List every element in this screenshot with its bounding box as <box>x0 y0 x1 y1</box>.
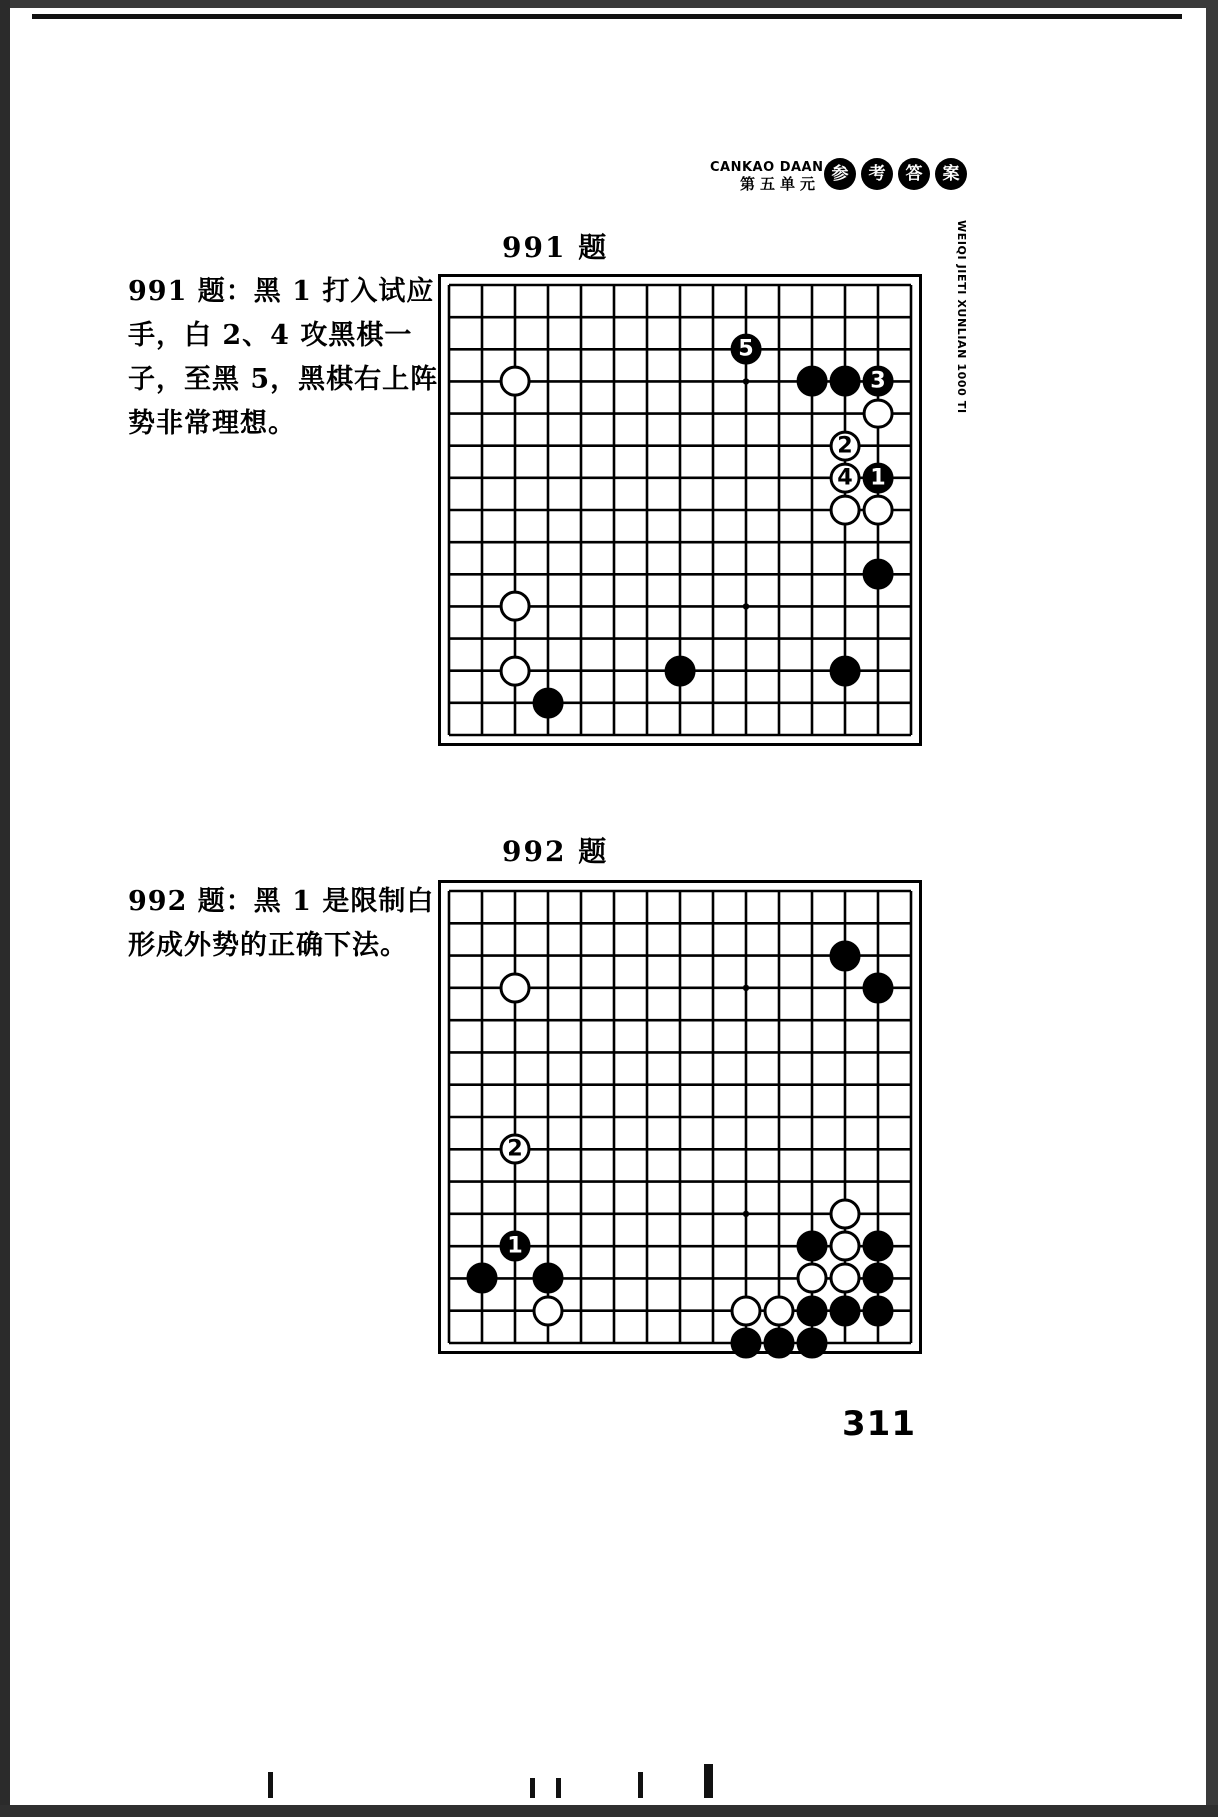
stone-move-number: 1 <box>870 464 886 491</box>
go-stone-black <box>764 1328 795 1359</box>
page-content <box>10 8 1206 1805</box>
go-stone-white <box>533 1295 564 1326</box>
go-stone-white <box>830 495 861 526</box>
go-stone-black <box>863 1263 894 1294</box>
star-point <box>743 985 749 991</box>
go-stone-black <box>797 366 828 397</box>
seal-icon-1: 参 <box>824 158 856 190</box>
seal-icon-3: 答 <box>898 158 930 190</box>
scan-edge-bottom <box>0 1805 1218 1817</box>
go-board-992 <box>438 880 922 1354</box>
go-stone-black <box>731 1328 762 1359</box>
go-stone-white <box>863 495 894 526</box>
go-stone-black <box>830 940 861 971</box>
stone-move-number: 4 <box>837 464 853 491</box>
go-stone-white <box>500 591 531 622</box>
go-stone-black-1 <box>863 462 894 493</box>
running-title-vertical: WEIQI JIETI XUNLIAN 1000 TI <box>955 220 968 414</box>
go-stone-white <box>500 655 531 686</box>
go-stone-white <box>500 366 531 397</box>
star-point <box>743 603 749 609</box>
header-text-block <box>710 160 824 194</box>
go-stone-white <box>797 1263 828 1294</box>
go-stone-white-4 <box>830 462 861 493</box>
go-stone-black-1 <box>500 1231 531 1262</box>
registration-tick <box>638 1772 643 1798</box>
scan-edge-left <box>0 0 10 1817</box>
go-stone-black <box>830 366 861 397</box>
go-stone-black <box>863 559 894 590</box>
problem-text-991: 991 题：黑 1 打入试应手，白 2、4 攻黑棋一子，至黑 5，黑棋右上阵势非常理想。 <box>128 276 439 439</box>
star-point <box>743 1211 749 1217</box>
go-stone-black-3 <box>863 366 894 397</box>
registration-tick <box>704 1764 713 1798</box>
go-stone-black <box>830 1295 861 1326</box>
go-stone-black <box>830 655 861 686</box>
go-stone-white <box>863 398 894 429</box>
board-title-992: 992 题 <box>502 835 609 868</box>
go-stone-white-2 <box>500 1134 531 1165</box>
registration-tick <box>530 1778 535 1798</box>
stone-move-number: 5 <box>738 335 754 362</box>
header-unit-title: 第五单元 <box>739 175 820 193</box>
go-stone-white <box>830 1263 861 1294</box>
stone-move-number: 2 <box>507 1135 523 1162</box>
go-stone-black <box>797 1231 828 1262</box>
go-stone-white <box>764 1295 795 1326</box>
header-seal-group <box>824 158 967 190</box>
registration-tick <box>268 1772 273 1798</box>
seal-icon-2: 考 <box>861 158 893 190</box>
go-stone-black <box>863 1295 894 1326</box>
scan-edge-top <box>0 0 1218 8</box>
go-board-991 <box>438 274 922 746</box>
go-stone-white <box>500 972 531 1003</box>
stone-move-number: 1 <box>507 1232 523 1259</box>
page-header <box>710 158 980 208</box>
header-pinyin: CANKAO DAAN <box>710 160 824 175</box>
star-point <box>743 378 749 384</box>
go-stone-black <box>797 1328 828 1359</box>
bottom-registration-marks <box>10 1764 1206 1804</box>
go-stone-white <box>830 1231 861 1262</box>
go-stone-black <box>467 1263 498 1294</box>
problem-text-992: 992 题：黑 1 是限制白形成外势的正确下法。 <box>128 886 435 961</box>
top-rule-line <box>32 14 1182 19</box>
go-stone-black <box>863 972 894 1003</box>
go-stone-white <box>731 1295 762 1326</box>
scan-edge-right <box>1206 0 1218 1817</box>
go-stone-black <box>863 1231 894 1262</box>
go-stone-white <box>830 1198 861 1229</box>
go-stone-black-5 <box>731 334 762 365</box>
go-stone-black <box>797 1295 828 1326</box>
stone-move-number: 2 <box>837 432 853 459</box>
go-stone-black <box>665 655 696 686</box>
stone-move-number: 3 <box>870 368 886 394</box>
registration-tick <box>556 1778 561 1798</box>
go-stone-black <box>533 687 564 718</box>
go-stone-white-2 <box>830 430 861 461</box>
page-number: 311 <box>842 1404 916 1444</box>
seal-icon-4: 案 <box>935 158 967 190</box>
board-title-991: 991 题 <box>502 231 609 264</box>
go-stone-black <box>533 1263 564 1294</box>
